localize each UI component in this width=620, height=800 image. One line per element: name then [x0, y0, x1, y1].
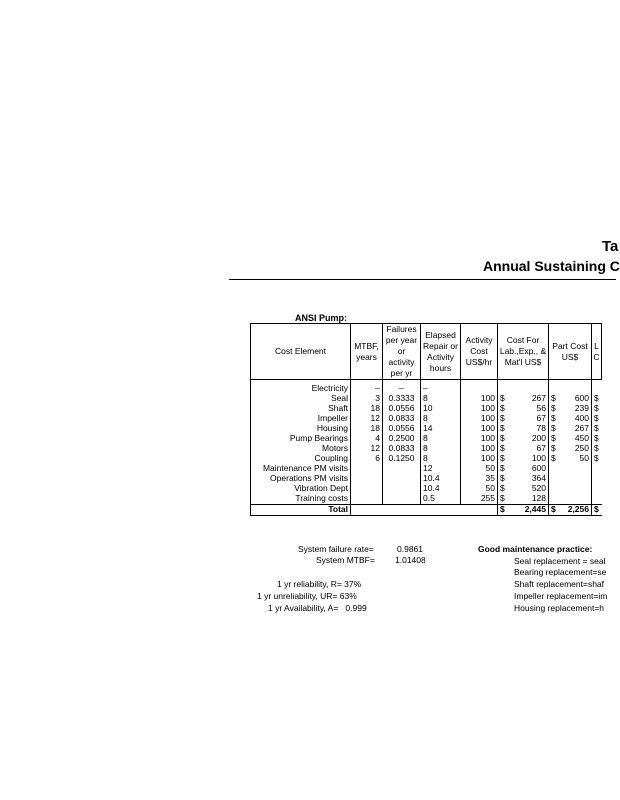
total-currency: $: [500, 504, 505, 515]
total-row: [251, 505, 602, 516]
mtbf-value: 12: [370, 413, 380, 424]
activity-cost: 100: [461, 424, 498, 434]
total-cut-off: $: [592, 505, 602, 516]
part-cost: [549, 484, 592, 494]
failure-rate: [383, 494, 421, 505]
currency-symbol: $: [551, 433, 556, 444]
total-cost-value: 2,445: [524, 504, 546, 515]
cut-off-cell: [592, 380, 602, 395]
cost-element: Shaft: [251, 404, 351, 414]
total-part-cost: [549, 505, 592, 516]
table-row: [251, 380, 602, 395]
part-cost: [549, 380, 592, 395]
labor-cost-value: 267: [531, 393, 546, 404]
mtbf-value: –: [375, 383, 380, 394]
cut-off-cell: $: [592, 394, 602, 404]
cost-element: Pump Bearings: [251, 434, 351, 444]
part-cost-value: 250: [574, 443, 589, 454]
mtbf-value: 18: [370, 423, 380, 434]
failure-rate: [383, 464, 421, 474]
failure-rate: [383, 474, 421, 484]
table-row: [251, 494, 602, 505]
practice-item: Shaft replacement=shaf: [514, 579, 605, 589]
repair-hours: 8: [423, 393, 428, 404]
total-empty-mtbf: [351, 505, 383, 516]
part-cost-value: 239: [574, 403, 589, 414]
activity-cost: 100: [461, 404, 498, 414]
practice-item: Housing replacement=h: [514, 603, 605, 613]
mtbf-value: [351, 464, 383, 474]
activity-cost: 100: [461, 394, 498, 404]
currency-symbol: $: [551, 393, 556, 404]
failure-rate: 0.0556: [383, 424, 421, 434]
repair-hours: 14: [423, 423, 433, 434]
cost-table: [250, 323, 602, 516]
labor-cost-value: 600: [531, 463, 546, 474]
cost-element: Operations PM visits: [251, 474, 351, 484]
header-failures-per-year: Failures per year or activity per yr: [383, 324, 421, 380]
labor-cost-value: 100: [531, 453, 546, 464]
practice-item: Impeller replacement=im: [514, 591, 608, 601]
total-labor-cost: [498, 505, 549, 516]
repair-hours: 10.4: [423, 483, 440, 494]
part-cost-value: 600: [574, 393, 589, 404]
failure-rate: 0.0833: [383, 444, 421, 454]
cost-element: Impeller: [251, 414, 351, 424]
cost-element: Seal: [251, 394, 351, 404]
cut-off-cell: $: [592, 444, 602, 454]
reliability-text: 1 yr reliability, R= 37%: [277, 579, 362, 589]
cost-element: Training costs: [251, 494, 351, 505]
system-mtbf-value: 1.01408: [395, 555, 426, 565]
labor-cost-value: 364: [531, 473, 546, 484]
total-label: Total: [251, 505, 351, 516]
part-cost: [549, 454, 592, 464]
table-header-row: [251, 324, 602, 380]
mtbf-value: 18: [370, 403, 380, 414]
repair-hours: 8: [423, 413, 428, 424]
mtbf-value: [351, 484, 383, 494]
mtbf-value: [351, 494, 383, 505]
part-cost: [549, 494, 592, 505]
cut-off-cell: [592, 464, 602, 474]
currency-symbol: $: [551, 423, 556, 434]
currency-symbol: $: [500, 483, 505, 494]
part-cost: [549, 464, 592, 474]
activity-cost: 100: [461, 444, 498, 454]
activity-cost: 100: [461, 434, 498, 444]
part-cost-value: 50: [579, 453, 589, 464]
labor-cost-value: 78: [536, 423, 546, 434]
activity-cost: [461, 380, 498, 395]
activity-cost: 255: [461, 494, 498, 505]
title-divider: [229, 279, 616, 280]
total-empty-hours: [421, 505, 461, 516]
cut-off-cell: $: [592, 434, 602, 444]
part-cost-value: 450: [574, 433, 589, 444]
currency-symbol: $: [500, 453, 505, 464]
failure-rate: –: [383, 380, 421, 395]
currency-symbol: $: [500, 393, 505, 404]
availability-text: 1 yr Availability, A= 0.999: [268, 603, 367, 613]
repair-hours: 0.5: [423, 493, 435, 504]
currency-symbol: $: [500, 433, 505, 444]
failure-rate: 0.0833: [383, 414, 421, 424]
cost-element: Vibration Dept: [251, 484, 351, 494]
repair-hours: 10.4: [423, 473, 440, 484]
system-mtbf-label: System MTBF=: [316, 555, 375, 565]
activity-cost: 50: [461, 464, 498, 474]
repair-hours: 10: [423, 403, 433, 414]
mtbf-value: 6: [375, 453, 380, 464]
failure-rate: 0.1250: [383, 454, 421, 464]
practice-item: Seal replacement = seal: [514, 556, 606, 566]
total-part-currency: $: [551, 504, 556, 515]
cut-off-cell: [592, 484, 602, 494]
cost-element: Motors: [251, 444, 351, 454]
labor-cost-value: 520: [531, 483, 546, 494]
labor-cost: [498, 380, 549, 395]
header-activity-cost: Activity Cost US$/hr: [461, 324, 498, 380]
header-cost-element: Cost Element: [251, 324, 351, 380]
currency-symbol: $: [500, 493, 505, 504]
labor-cost-value: 56: [536, 403, 546, 414]
failure-rate: [383, 484, 421, 494]
currency-symbol: $: [500, 473, 505, 484]
cost-element: Electricity: [251, 380, 351, 395]
part-cost-value: 267: [574, 423, 589, 434]
unreliability-text: 1 yr unreliability, UR= 63%: [257, 591, 357, 601]
currency-symbol: $: [500, 413, 505, 424]
cut-off-cell: $: [592, 414, 602, 424]
currency-symbol: $: [551, 403, 556, 414]
activity-cost: 100: [461, 414, 498, 424]
labor-cost: [498, 494, 549, 505]
header-mtbf: MTBF, years: [351, 324, 383, 380]
cut-off-cell: $: [592, 404, 602, 414]
part-cost: [549, 474, 592, 484]
labor-cost-value: 200: [531, 433, 546, 444]
cut-off-cell: $: [592, 454, 602, 464]
failure-rate: 0.3333: [383, 394, 421, 404]
activity-cost: 100: [461, 454, 498, 464]
total-part-value: 2,256: [567, 504, 589, 515]
repair-hours: –: [423, 383, 428, 394]
currency-symbol: $: [500, 423, 505, 434]
mtbf-value: [351, 474, 383, 484]
activity-cost: 35: [461, 474, 498, 484]
good-practice-title: Good maintenance practice:: [478, 544, 593, 554]
repair-hours: 8: [423, 453, 428, 464]
total-empty-rate: [383, 505, 421, 516]
currency-symbol: $: [551, 413, 556, 424]
cost-element: Coupling: [251, 454, 351, 464]
document-title-line2: Annual Sustaining C: [483, 258, 620, 274]
document-title-line1: Ta: [602, 238, 619, 255]
failure-rate: 0.0556: [383, 404, 421, 414]
currency-symbol: $: [551, 443, 556, 454]
labor-cost-value: 67: [536, 443, 546, 454]
currency-symbol: $: [500, 403, 505, 414]
section-label: ANSI Pump:: [295, 313, 348, 323]
cut-off-cell: [592, 494, 602, 505]
cost-element: Housing: [251, 424, 351, 434]
cut-off-cell: $: [592, 424, 602, 434]
labor-cost-value: 67: [536, 413, 546, 424]
part-cost-value: 400: [574, 413, 589, 424]
repair-hours: 8: [423, 433, 428, 444]
repair-hours: 8: [423, 443, 428, 454]
header-repair-hours: Elapsed Repair or Activity hours: [421, 324, 461, 380]
currency-symbol: $: [500, 443, 505, 454]
practice-item: Bearing replacement=se: [514, 567, 607, 577]
system-failure-rate-label: System failure rate=: [298, 544, 374, 554]
activity-cost: 50: [461, 484, 498, 494]
header-labor-cost: Cost For Lab.,Exp., & Mat'l US$: [498, 324, 549, 380]
mtbf-value: 3: [375, 393, 380, 404]
total-empty-activity: [461, 505, 498, 516]
cut-off-cell: [592, 474, 602, 484]
cost-element: Maintenance PM visits: [251, 464, 351, 474]
header-cut-off: L C: [592, 324, 602, 380]
mtbf-value: 4: [375, 433, 380, 444]
failure-rate: 0.2500: [383, 434, 421, 444]
mtbf-value: 12: [370, 443, 380, 454]
currency-symbol: $: [551, 453, 556, 464]
system-failure-rate-value: 0.9861: [397, 544, 423, 554]
labor-cost-value: 128: [531, 493, 546, 504]
repair-hours: 12: [423, 463, 433, 474]
currency-symbol: $: [500, 463, 505, 474]
header-part-cost: Part Cost US$: [549, 324, 592, 380]
